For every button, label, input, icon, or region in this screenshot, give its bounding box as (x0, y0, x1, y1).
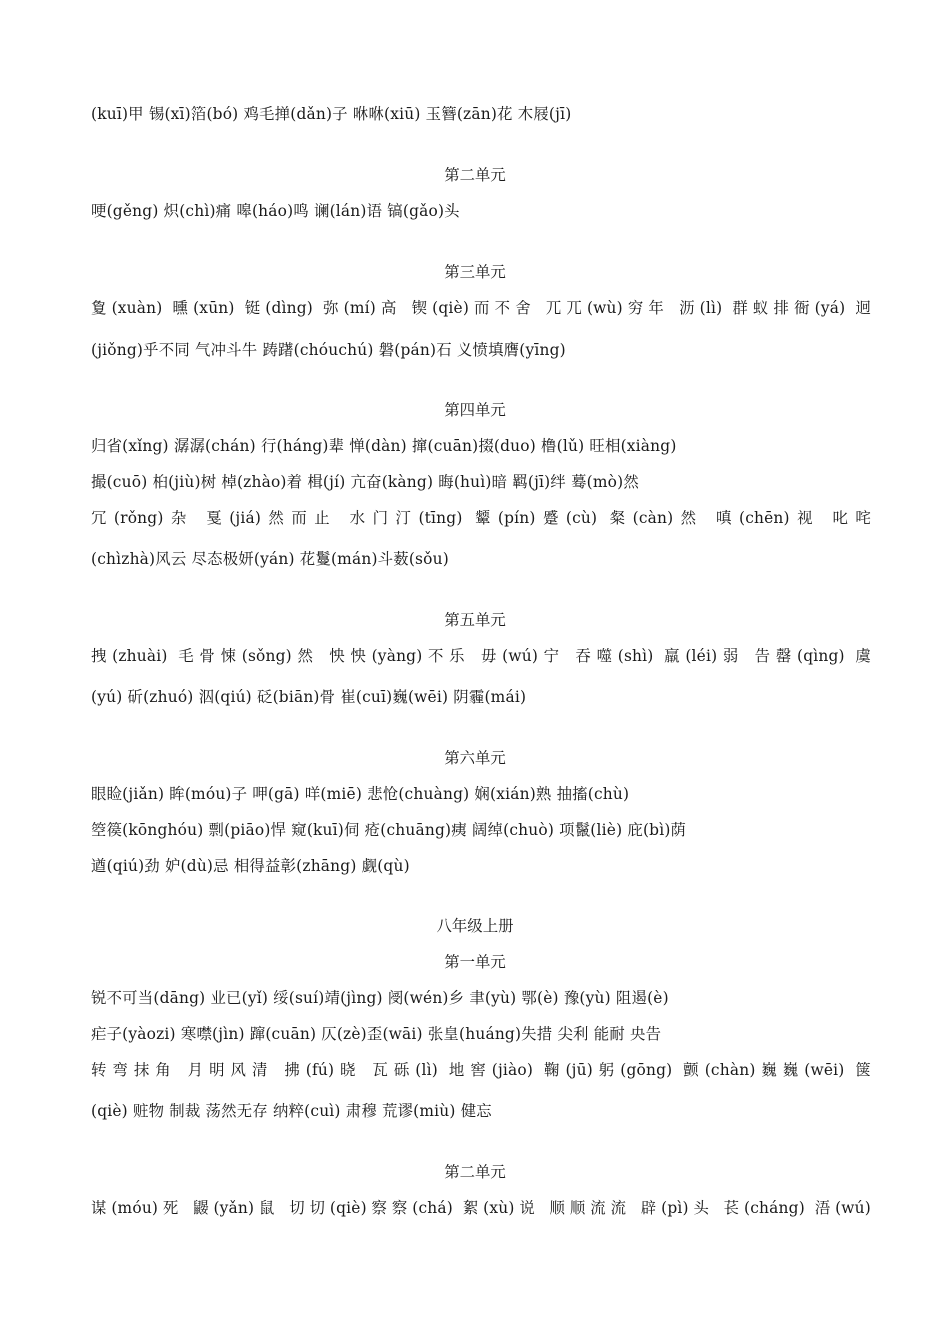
unit-heading: 第二单元 (444, 1163, 506, 1181)
text-line: (yú) 斫(zhuó) 泅(qiú) 砭(biān)骨 崔(cuī)巍(wēi) 阴霾(mái) (91, 688, 527, 706)
text-line: 谋(móu)死 鼹(yǎn)鼠 切切(qiè)察察(chá) 絮(xù)说 顺顺流流 辟(pì)头 苌(cháng) 浯(wú) (91, 1199, 871, 1217)
text-line: 遒(qiú)劲 妒(dù)忌 相得益彰(zhāng) 觑(qù) (91, 857, 410, 875)
text-line: 冗(rǒng)杂 戛(jiá)然而止 水门汀(tīng) 颦(pín)蹙(cù) 粲(càn)然 嗔(chēn)视 叱咤 (91, 509, 871, 527)
text-line: (jiǒng)乎不同 气冲斗牛 踌躇(chóuchú) 磐(pán)石 义愤填膺(yīng) (91, 341, 566, 359)
text-line: 归省(xǐng) 潺潺(chán) 行(háng)辈 惮(dàn) 撺(cuān)掇(duo) 橹(lǔ) 旺相(xiàng) (91, 437, 677, 455)
text-line: 哽(gěng) 炽(chì)痛 嗥(háo)鸣 谰(lán)语 镐(gǎo)头 (91, 202, 460, 220)
unit-heading: 第五单元 (444, 611, 506, 629)
text-line: (qiè) 赃物 制裁 荡然无存 纳粹(cuì) 肃穆 荒谬(miù) 健忘 (91, 1102, 492, 1120)
unit-heading: 第六单元 (444, 749, 506, 767)
text-line: 撮(cuō) 桕(jiù)树 棹(zhào)着 楫(jí) 亢奋(kàng) 晦(huì)暗 羁(jī)绊 蓦(mò)然 (91, 473, 639, 491)
grade-heading: 八年级上册 (436, 917, 514, 935)
unit-heading: 第三单元 (444, 263, 506, 281)
unit-heading: 第一单元 (444, 953, 506, 971)
text-line: 夐(xuàn) 曛(xūn) 铤(dìng) 弥(mí)高 锲(qiè)而不舍 兀兀(wù)穷年 沥(lì) 群蚁排衙(yá) 迥 (91, 299, 871, 317)
unit-heading: 第二单元 (444, 166, 506, 184)
text-line: 拽(zhuài) 毛骨悚(sǒng)然 怏怏(yàng)不乐 毋(wú)宁 吞噬(shì) 羸(léi)弱 告罄(qìng) 虞 (91, 647, 871, 665)
unit-heading: 第四单元 (444, 401, 506, 419)
text-line: 疟子(yàozi) 寒噤(jìn) 蹿(cuān) 仄(zè)歪(wāi) 张皇(huáng)失措 尖利 能耐 央告 (91, 1025, 662, 1043)
text-line: 箜篌(kōnghóu) 剽(piāo)悍 窥(kuī)伺 疮(chuāng)痍 阔绰(chuò) 项鬣(liè) 庇(bì)荫 (91, 821, 687, 839)
text-line: 转弯抹角 月明风清 拂(fú)晓 瓦砾(lì) 地窖(jiào) 鞠(jū)躬(gōng) 颤(chàn)巍巍(wēi) 箧 (91, 1061, 871, 1079)
text-line: (kuī)甲 锡(xī)箔(bó) 鸡毛掸(dǎn)子 咻咻(xiū) 玉簪(zān)花 木屐(jī) (91, 105, 572, 123)
text-line: 锐不可当(dāng) 业已(yǐ) 绥(suí)靖(jìng) 阌(wén)乡 聿(yù) 鄂(è) 豫(yù) 阻遏(è) (91, 989, 669, 1007)
text-line: (chìzhà)风云 尽态极妍(yán) 花鬘(mán)斗薮(sǒu) (91, 550, 449, 568)
text-line: 眼睑(jiǎn) 眸(móu)子 呷(gā) 咩(miē) 悲怆(chuàng) 娴(xián)熟 抽搐(chù) (91, 785, 630, 803)
